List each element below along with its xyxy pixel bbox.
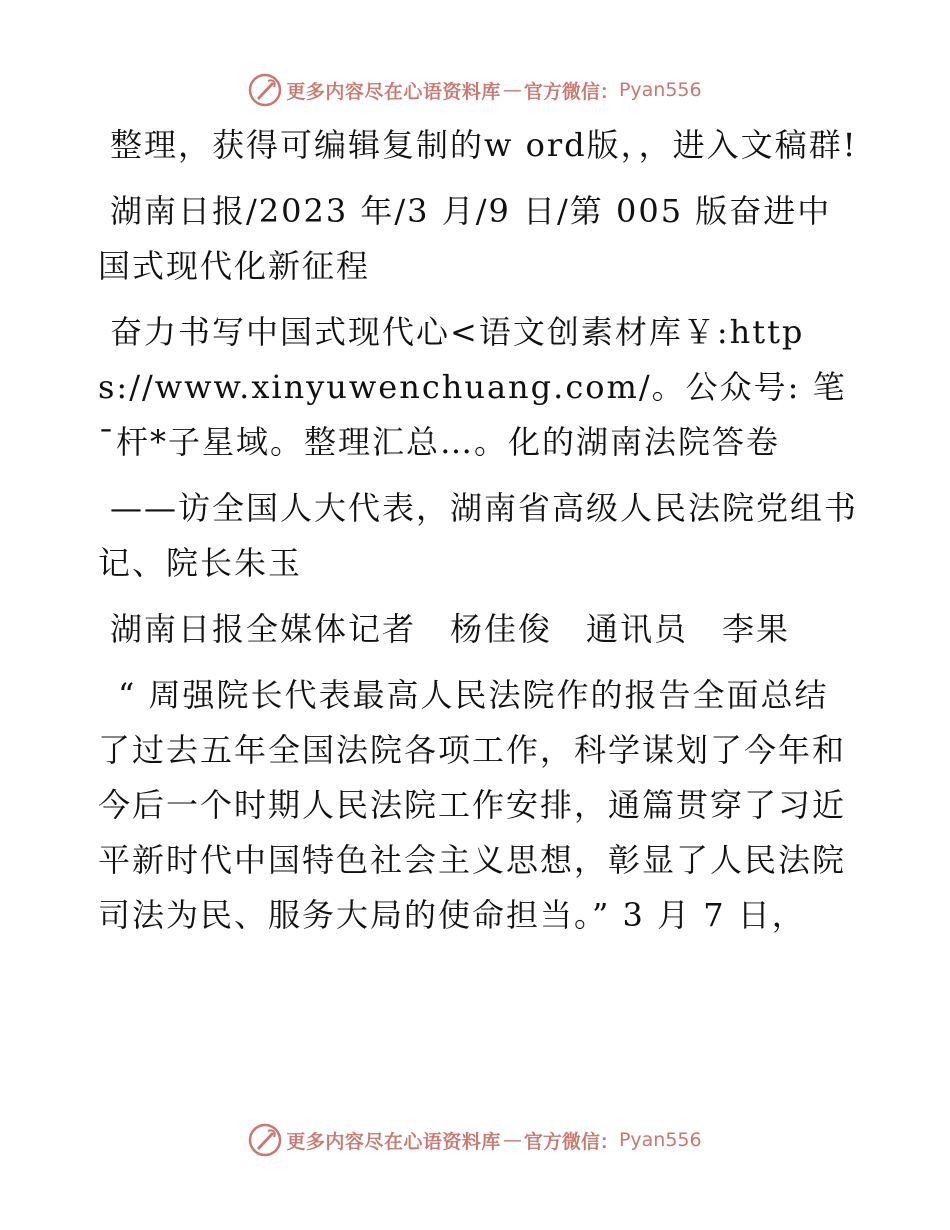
quill-logo-icon (248, 73, 282, 107)
watermark-wechat-label: 官方微信： (523, 80, 619, 103)
header-watermark (0, 70, 950, 110)
paragraph: ——访全国人大代表，湖南省高级人民法院党组书记、院长朱玉 (98, 489, 859, 582)
watermark-text: 更多内容尽在心语资料库 (286, 80, 501, 103)
watermark-text: 更多内容尽在心语资料库 (286, 1130, 501, 1153)
quill-logo-icon (248, 1123, 282, 1157)
paragraph: 奋力书写中国式现代心<语文创素材库￥:https://www.xinyuwenchuang.com/。公众号: 笔¯杆*子星域。整理汇总…。化的湖南法院答卷 (98, 313, 847, 461)
footer-watermark (0, 1120, 950, 1160)
watermark-wechat-id: Pyan556 (618, 1129, 702, 1151)
paragraph: “ 周强院长代表最高人民法院作的报告全面总结了过去五年全国法院各项工作，科学谋划了今年和今后一个时期人民法院工作安排，通篇贯穿了习近平新时代中国特色社会主义思想，彰显了人民法院司法为民、服务大局的使命担当。” 3 月 7 日， (98, 676, 847, 934)
watermark-wechat-label: 官方微信： (523, 1130, 619, 1153)
paragraph: 整理，获得可编辑复制的w ord版，，进入文稿群! (110, 126, 858, 164)
byline: 湖南日报全媒体记者 杨佳俊 通讯员 李果 (110, 610, 791, 648)
document-body (98, 118, 858, 954)
watermark-separator: — (502, 1129, 522, 1151)
watermark-wechat-id: Pyan556 (618, 79, 702, 101)
paragraph: 湖南日报/2023 年/3 月/9 日/第 005 版奋进中国式现代化新征程 (98, 192, 832, 285)
watermark-separator: — (502, 79, 522, 101)
